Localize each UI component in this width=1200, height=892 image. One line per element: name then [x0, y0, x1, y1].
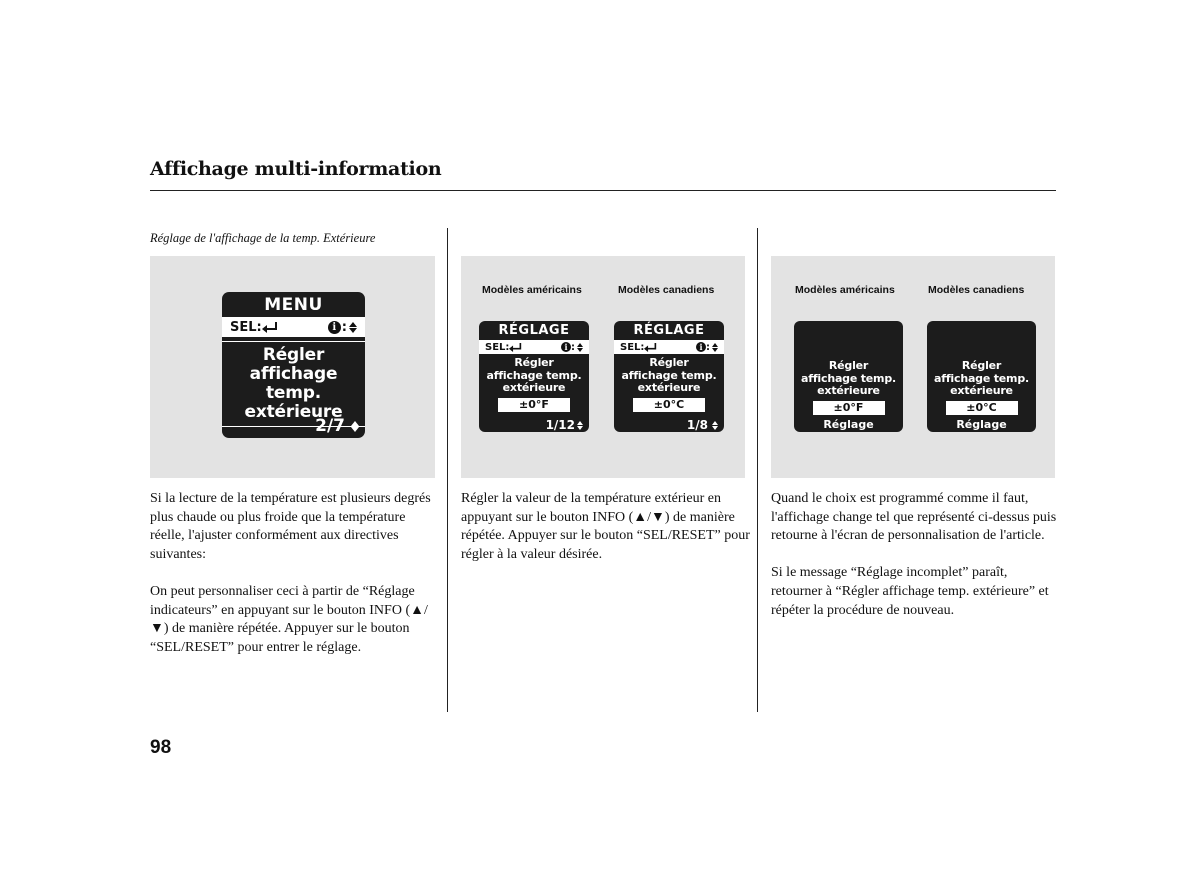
lcd-setting-us — [479, 321, 589, 432]
lcd-message — [794, 360, 903, 398]
column-divider-2 — [757, 228, 758, 712]
lcd-message — [614, 357, 724, 395]
label-ca-models: Modèles canadiens — [928, 284, 1025, 296]
lcd-sel-label: SEL: — [230, 319, 262, 335]
column-divider-1 — [447, 228, 448, 712]
label-us-models: Modèles américains — [482, 284, 582, 296]
column-right-text — [771, 490, 1061, 639]
lcd-value-box: ±0°F — [498, 398, 570, 412]
lcd-line-1: Régler — [514, 356, 554, 369]
lcd-header: MENU — [264, 295, 323, 315]
lcd-line-2: affichage temp. — [934, 371, 1029, 385]
lcd-message — [222, 341, 365, 427]
title-divider — [150, 190, 1056, 191]
page-title: Affichage multi-information — [150, 158, 442, 180]
lcd-line-2: affichage temp. — [801, 371, 896, 385]
label-ca-models: Modèles canadiens — [618, 284, 715, 296]
lcd-sel-label: SEL: — [485, 341, 510, 353]
up-down-arrows-icon — [577, 421, 583, 430]
up-down-arrows-icon — [712, 421, 718, 430]
column-middle-text — [461, 490, 751, 583]
paragraph: On peut personnaliser ceci à partir de “Réglage indicateurs” en appuyant sur le bouton INFO (▲/▼) de manière répétée. Appuyer sur le bouton “SEL/RESET” pour entrer le réglage. — [150, 583, 428, 655]
enter-arrow-icon — [262, 322, 278, 333]
lcd-status: Réglage — [956, 418, 1007, 431]
lcd-message — [927, 360, 1036, 398]
paragraph: Si le message “Réglage incomplet” paraît, retourner à “Régler affichage temp. extérieure” et répéter la procédure de nouveau. — [771, 565, 1049, 618]
figure-caption: Réglage de l'affichage de la temp. Extérieure — [150, 231, 376, 245]
lcd-counter: 2/7 — [315, 416, 345, 436]
lcd-footer — [687, 418, 718, 432]
up-down-arrows-icon — [351, 421, 359, 432]
lcd-result-ca — [927, 321, 1036, 432]
lcd-message — [479, 357, 589, 395]
lcd-line-3: extérieure — [502, 381, 566, 394]
lcd-header: RÉGLAGE — [498, 323, 570, 338]
enter-arrow-icon — [509, 343, 522, 352]
lcd-line-2: affichage temp. — [249, 364, 338, 403]
up-down-arrows-icon — [349, 322, 357, 333]
lcd-sel-bar: SEL: i : — [614, 340, 724, 354]
label-us-models: Modèles américains — [795, 284, 895, 296]
lcd-sel-label: SEL: — [620, 341, 645, 353]
lcd-line-3: extérieure — [637, 381, 701, 394]
lcd-line-3: extérieure — [817, 384, 880, 397]
page-number: 98 — [150, 737, 172, 758]
lcd-setting-ca — [614, 321, 724, 432]
lcd-line-2: affichage temp. — [621, 368, 717, 382]
column-left-text — [150, 490, 440, 676]
enter-arrow-icon — [644, 343, 657, 352]
lcd-status: Réglage — [823, 418, 874, 431]
lcd-footer — [315, 416, 359, 436]
lcd-line-1: Régler — [961, 359, 1002, 372]
lcd-counter: 1/8 — [686, 418, 708, 432]
lcd-value-box: ±0°C — [946, 401, 1018, 415]
lcd-line-1: Régler — [649, 356, 689, 369]
lcd-line-3: extérieure — [950, 384, 1013, 397]
lcd-value-box: ±0°F — [813, 401, 885, 415]
lcd-footer — [546, 418, 583, 432]
lcd-header: RÉGLAGE — [633, 323, 705, 338]
lcd-line-1: Régler — [828, 359, 869, 372]
lcd-line-3: extérieure — [244, 402, 343, 422]
lcd-counter: 1/12 — [545, 418, 575, 432]
lcd-line-2: affichage temp. — [486, 368, 582, 382]
paragraph: Régler la valeur de la température extérieur en appuyant sur le bouton INFO (▲/▼) de manière répétée. Appuyer sur le bouton “SEL/RESET” pour régler à la valeur désirée. — [461, 491, 750, 562]
info-icon: i — [328, 321, 341, 334]
lcd-sel-bar: SEL: i : — [479, 340, 589, 354]
lcd-line-1: Régler — [262, 345, 325, 365]
info-icon: i — [696, 342, 706, 352]
lcd-sel-bar: SEL: i : — [222, 317, 365, 337]
up-down-arrows-icon — [712, 343, 718, 352]
up-down-arrows-icon — [577, 343, 583, 352]
info-icon: i — [561, 342, 571, 352]
paragraph: Si la lecture de la température est plusieurs degrés plus chaude ou plus froide que la température réelle, l'ajuster conformément aux directives suivantes: — [150, 491, 431, 562]
lcd-menu-screen — [222, 292, 365, 438]
lcd-value-box: ±0°C — [633, 398, 705, 412]
paragraph: Quand le choix est programmé comme il faut, l'affichage change tel que représenté ci-dessus puis retourne à l'écran de personnalisation de l'article. — [771, 491, 1057, 544]
lcd-result-us — [794, 321, 903, 432]
